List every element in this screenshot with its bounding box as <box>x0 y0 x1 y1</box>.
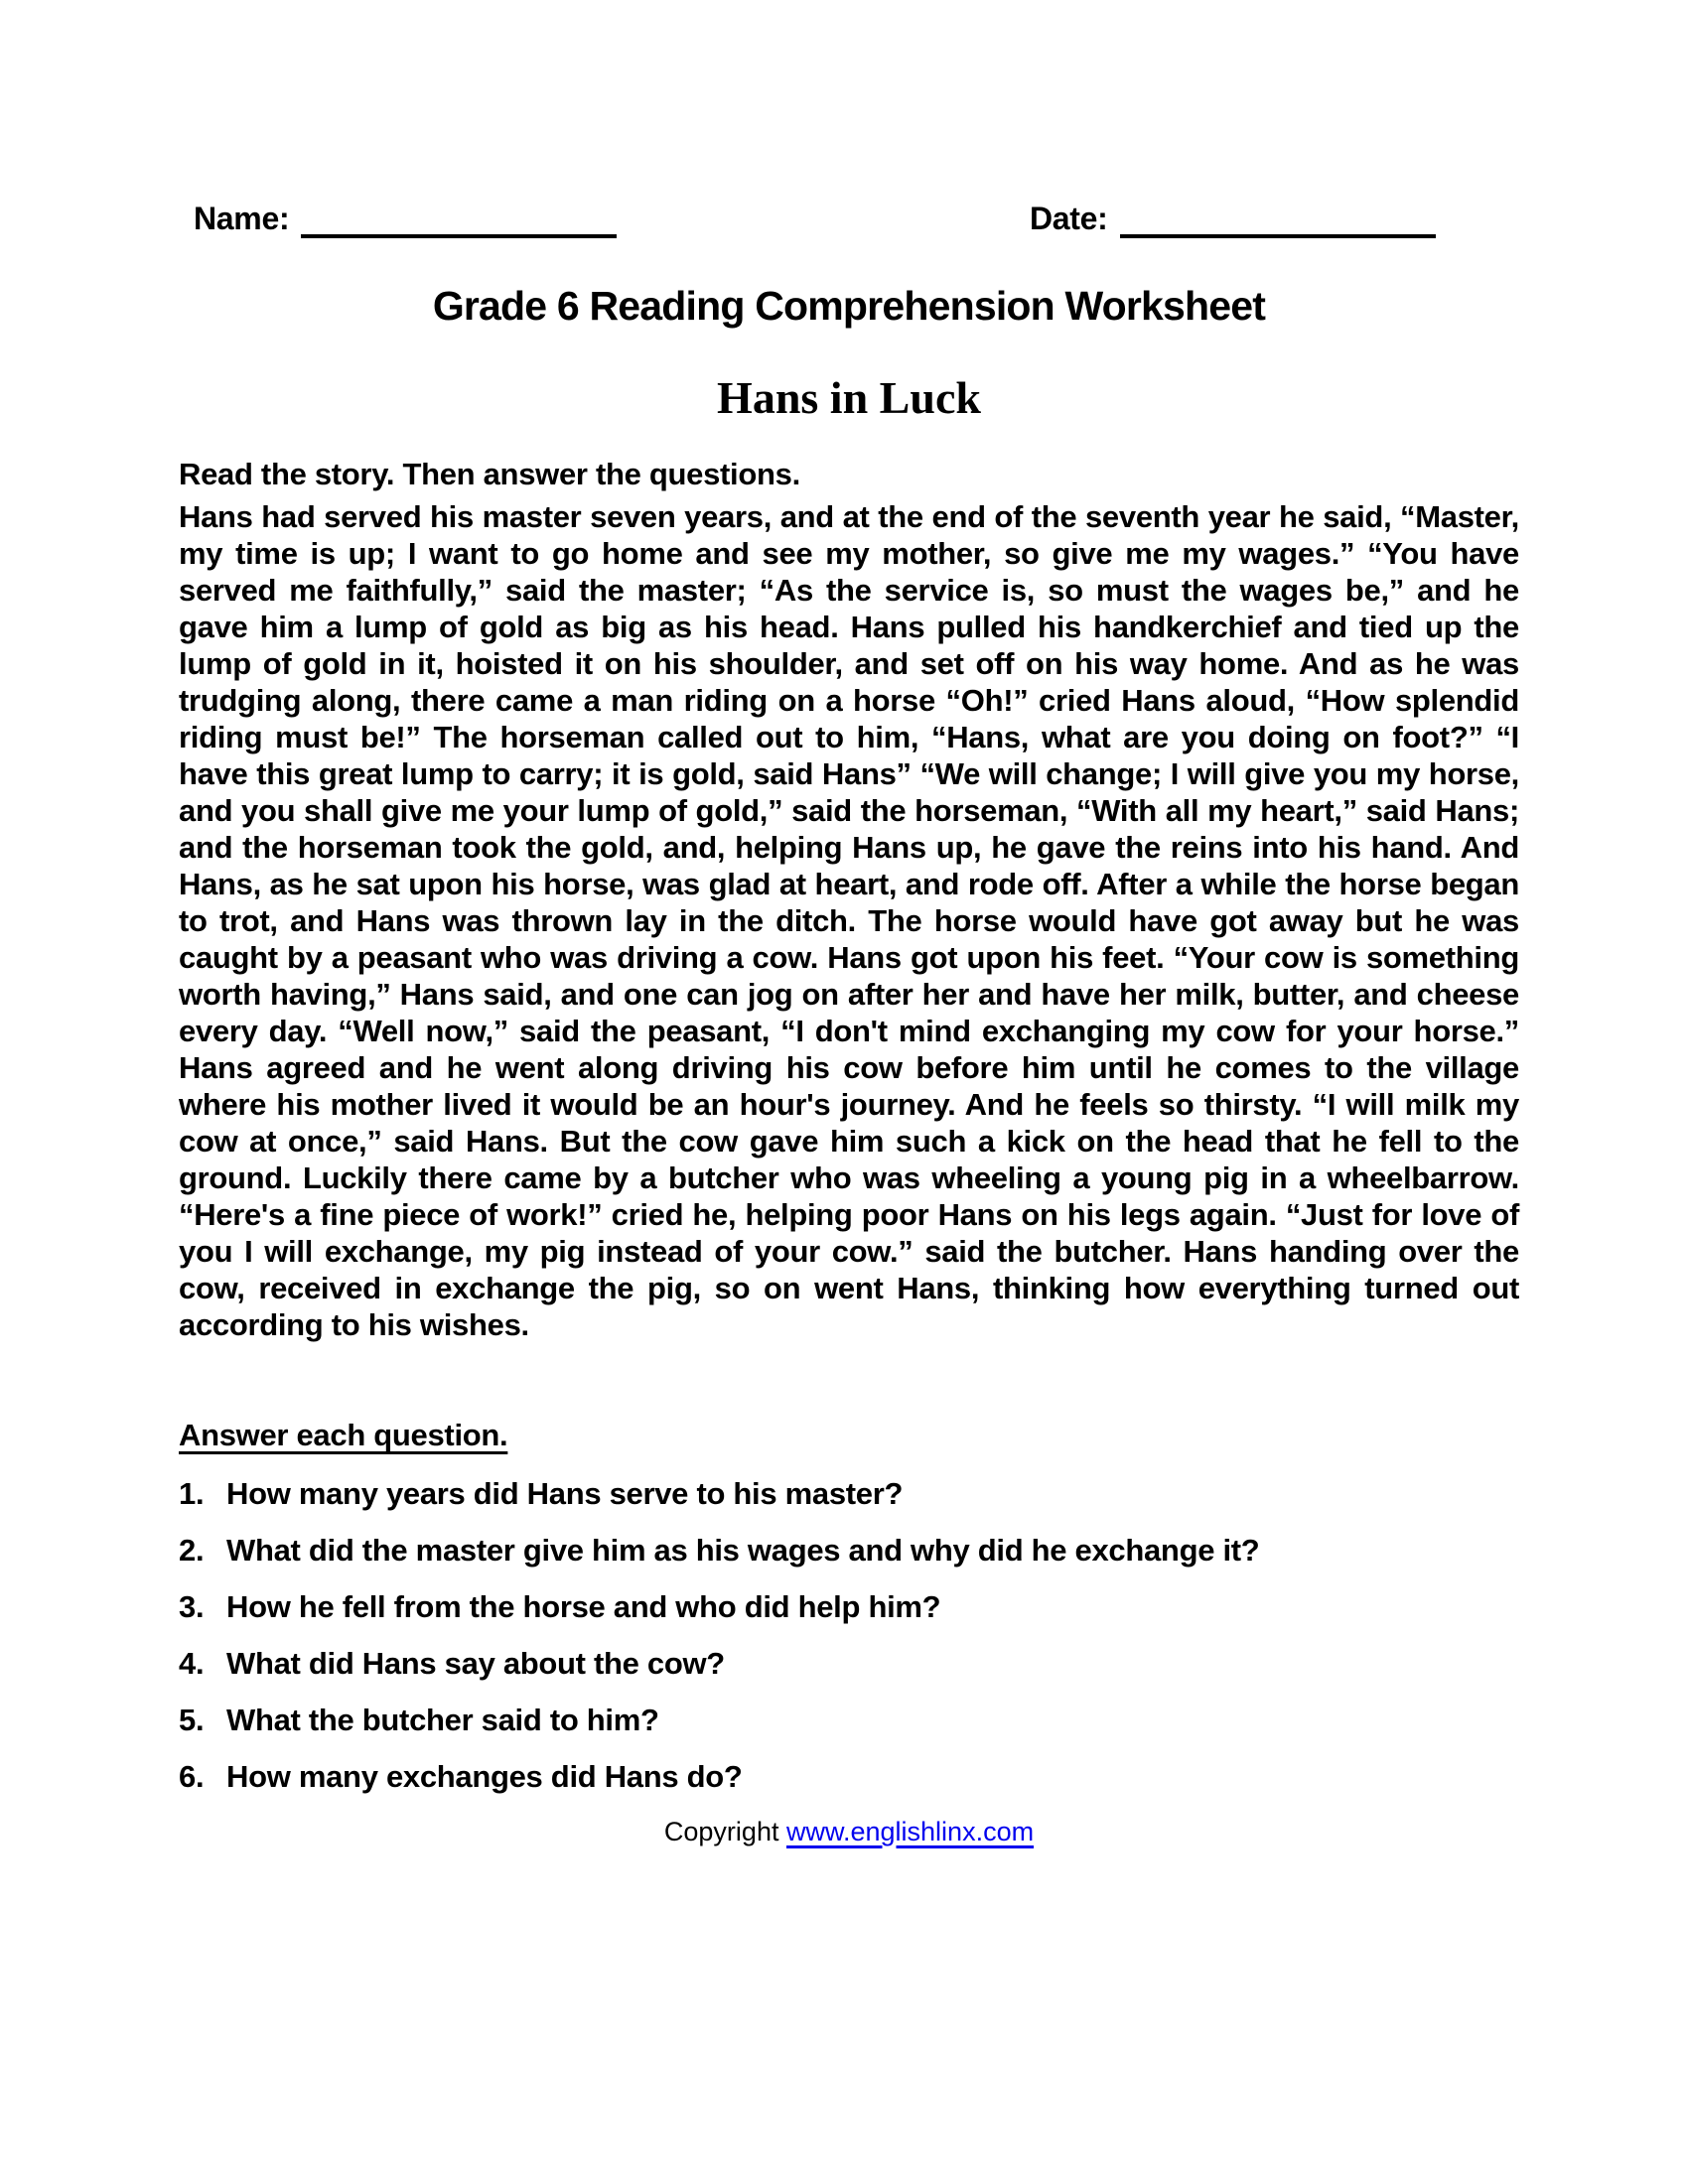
question-number: 2. <box>179 1533 205 1568</box>
question-text: What did the master give him as his wages and why did he exchange it? <box>226 1533 1260 1568</box>
question-item <box>179 1645 1519 1682</box>
date-field <box>1030 195 1436 238</box>
question-number: 5. <box>179 1703 205 1737</box>
question-text: How he fell from the horse and who did help him? <box>226 1589 941 1624</box>
name-label: Name: <box>194 201 290 236</box>
name-field <box>194 195 617 238</box>
story-text: Hans had served his master seven years, and at the end of the seventh year he said, “Master, my time is up; I want to go home and see my mother, so give me my wages.” “You have served me faithfully,” said the master; “As the service is, so must the wages be,” and he gave him a lump of gold as big as his head. Hans pulled his handkerchief and tied up the lump of gold in it, hoisted it on his shoulder, and set off on his way home. And as he was trudging along, there came a man riding on a horse “Oh!” cried Hans aloud, “How splendid riding must be!” The horseman called out to him, “Hans, what are you doing on foot?” “I have this great lump to carry; it is gold, said Hans” “We will change; I will give you my horse, and you shall give me your lump of gold,” said the horseman, “With all my heart,” said Hans; and the horseman took the gold, and, helping Hans up, he gave the reins into his hand. And Hans, as he sat upon his horse, was glad at heart, and rode off. After a while the horse began to trot, and Hans was thrown lay in the ditch. The horse would have got away but he was caught by a peasant who was driving a cow. Hans got upon his feet. “Your cow is something worth having,” Hans said, and one can jog on after her and have her milk, butter, and cheese every day. “Well now,” said the peasant, “I don't mind exchanging my cow for your horse.” Hans agreed and he went along driving his cow before him until he comes to the village where his mother lived it would be an hour's journey. And he feels so thirsty. “I will milk my cow at once,” said Hans. But the cow gave him such a kick on the head that he fell to the ground. Luckily there came by a butcher who was wheeling a young pig in a wheelbarrow. “Here's a fine piece of work!” cried he, helping poor Hans on his legs again. “Just for love of you I will exchange, my pig instead of your cow.” said the butcher. Hans handing over the cow, received in exchange the pig, so on went Hans, thinking how everything turned out according to his wishes. <box>179 499 1519 1342</box>
question-number: 4. <box>179 1646 205 1681</box>
question-item <box>179 1532 1519 1569</box>
question-number: 1. <box>179 1476 205 1511</box>
question-item <box>179 1588 1519 1625</box>
question-number: 3. <box>179 1589 205 1624</box>
name-blank-line <box>301 195 617 238</box>
footer <box>179 1815 1519 1848</box>
answer-heading: Answer each question. <box>179 1418 508 1452</box>
question-text: How many exchanges did Hans do? <box>226 1759 743 1794</box>
header <box>179 195 1519 248</box>
question-item <box>179 1758 1519 1795</box>
question-text: How many years did Hans serve to his master? <box>226 1476 904 1511</box>
story-title: Hans in Luck <box>717 372 981 423</box>
question-item <box>179 1475 1519 1512</box>
copyright-label: Copyright <box>663 1817 779 1846</box>
date-blank-line <box>1120 195 1436 238</box>
questions-list <box>179 1475 1519 1795</box>
worksheet-title: Grade 6 Reading Comprehension Worksheet <box>432 283 1266 329</box>
question-number: 6. <box>179 1759 205 1794</box>
question-text: What the butcher said to him? <box>226 1703 659 1737</box>
copyright-link[interactable]: www.englishlinx.com <box>785 1817 1035 1846</box>
question-text: What did Hans say about the cow? <box>226 1646 725 1681</box>
question-item <box>179 1702 1519 1738</box>
instructions-text: Read the story. Then answer the questions. <box>179 457 800 491</box>
date-label: Date: <box>1030 201 1108 236</box>
